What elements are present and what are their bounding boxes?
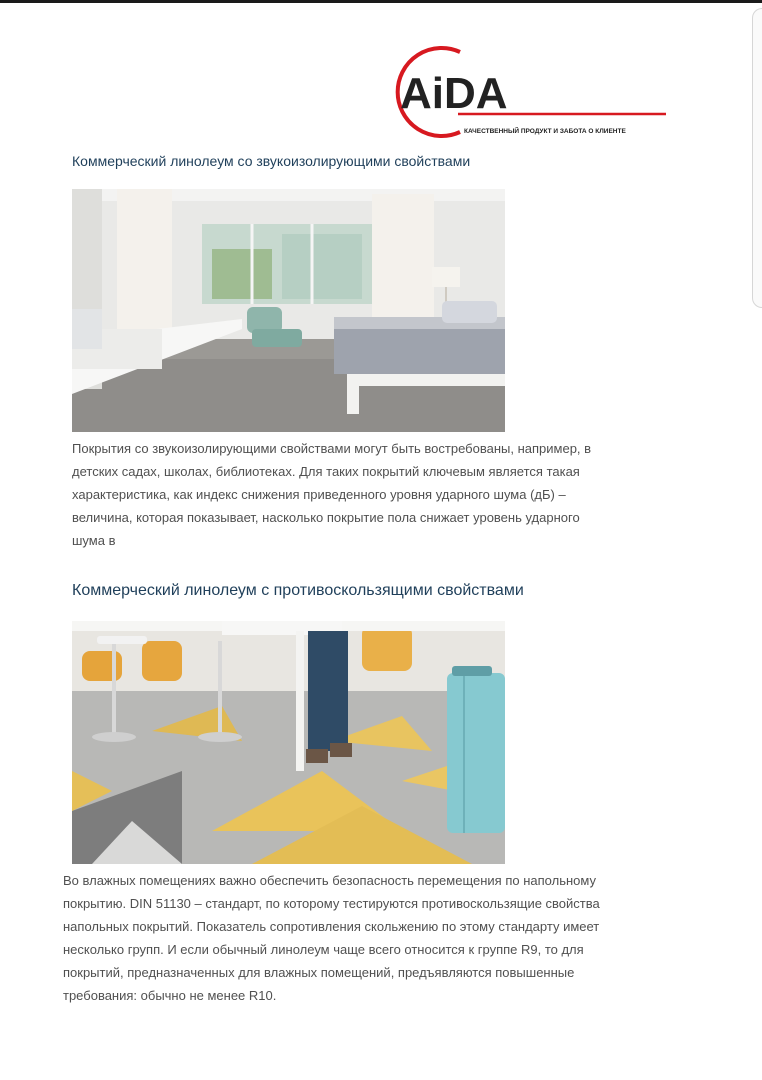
text-line: Покрытия со звукоизолирующими свойствами могут быть востребованы, например, в: [72, 441, 592, 456]
paragraph-soundproof: [72, 437, 692, 552]
text-line: Во влажных помещениях важно обеспечить безопасность перемещения по напольному: [63, 873, 596, 888]
curtain-right: [372, 194, 434, 334]
person-legs: [308, 631, 348, 751]
bed: [334, 324, 505, 374]
text-line: величина, которая показывает, насколько покрытие пола снижает уровень ударного: [72, 510, 580, 525]
text-line: покрытию. DIN 51130 – стандарт, по которому тестируются противоскользящие свойства: [63, 896, 600, 911]
text-line: шума в: [72, 533, 116, 548]
logo-wordmark: AiDA: [400, 69, 508, 118]
cafe-floor-photo: [72, 621, 505, 864]
yellow-chair: [142, 641, 182, 681]
top-status-bar: [0, 0, 762, 3]
text-line: детских садах, школах, библиотеках. Для таких покрытий ключевым является такая: [72, 464, 580, 479]
text-line: несколько групп. И если обычный линолеум чаще всего относится к группе R9, то для: [63, 942, 584, 957]
paragraph-antislip: [63, 869, 693, 1007]
text-line: требования: обычно не менее R10.: [63, 988, 277, 1003]
yellow-chair: [362, 626, 412, 671]
bedroom-photo: [72, 189, 505, 432]
aida-logo: [368, 44, 668, 140]
ottoman: [252, 329, 302, 347]
logo-tagline: КАЧЕСТВЕННЫЙ ПРОДУКТ И ЗАБОТА О КЛИЕНТЕ: [464, 128, 626, 135]
section-title-soundproof: Коммерческий линолеум со звукоизолирующими свойствами: [72, 153, 471, 169]
scrollbar[interactable]: [752, 8, 762, 308]
text-line: напольных покрытий. Показатель сопротивления скольжению по этому стандарту имеет: [63, 919, 600, 934]
section-title-antislip: Коммерческий линолеум с противоскользящими свойствами: [72, 582, 524, 599]
text-line: покрытий, предназначенных для влажных помещений, предъявляются повышенные: [63, 965, 575, 980]
text-line: характеристика, как индекс снижения приведенного уровня ударного шума (дБ) –: [72, 487, 566, 502]
curtain-left: [117, 189, 172, 339]
suitcase: [447, 673, 505, 833]
aida-logo-graphic: [368, 44, 668, 140]
